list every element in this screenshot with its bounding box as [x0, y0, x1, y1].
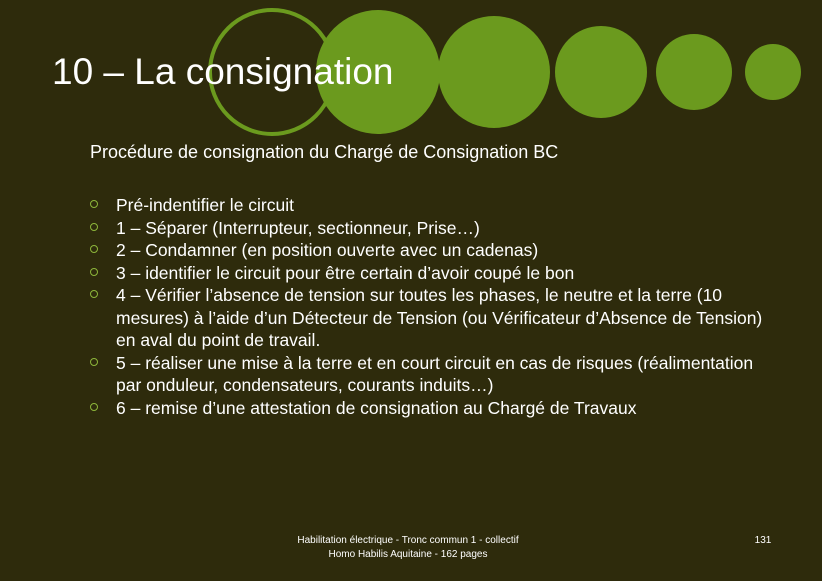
bullet-text: 6 – remise d’une attestation de consignation au Chargé de Travaux: [116, 397, 637, 418]
filled-circle-decoration-3: [555, 26, 647, 118]
bullet-list: [90, 194, 770, 419]
bullet-text: Pré-indentifier le circuit: [116, 195, 294, 215]
filled-circle-decoration-2: [438, 16, 550, 128]
bullet-item: [90, 217, 770, 240]
circle-bullet-icon: [90, 200, 98, 208]
bullet-item: [90, 239, 770, 262]
bullet-text: 1 – Séparer (Interrupteur, sectionneur, Prise…): [116, 217, 480, 238]
circle-bullet-icon: [90, 403, 98, 411]
bullet-item: [90, 194, 770, 217]
circle-bullet-icon: [90, 223, 98, 231]
slide-title: 10 – La consignation: [52, 51, 394, 92]
bullet-text: 5 – réaliser une mise à la terre et en court circuit en cas de risques (réalimentation par onduleur, condensateurs, courants induits…): [116, 352, 754, 395]
bullet-item: [90, 262, 770, 285]
filled-circle-decoration-4: [656, 34, 732, 110]
circle-bullet-icon: [90, 268, 98, 276]
bullet-text: 4 – Vérifier l’absence de tension sur toutes les phases, le neutre et la terre (10 mesures) à l’aide d’un Détecteur de Tension (ou Vérificateur d’Absence de Tension) en aval du point de travail.: [116, 285, 763, 350]
circle-bullet-icon: [90, 290, 98, 298]
circle-bullet-icon: [90, 245, 98, 253]
slide-footer: [283, 534, 533, 561]
bullet-item: [90, 352, 770, 397]
filled-circle-decoration-5: [745, 44, 801, 100]
bullet-text: 3 – identifier le circuit pour être certain d’avoir coupé le bon: [116, 262, 575, 283]
page-number: 131: [754, 535, 772, 546]
footer-line-2: Homo Habilis Aquitaine - 162 pages: [328, 548, 488, 560]
slide-subtitle: Procédure de consignation du Chargé de Consignation BC: [90, 142, 559, 162]
circle-bullet-icon: [90, 358, 98, 366]
bullet-text: 2 – Condamner (en position ouverte avec un cadenas): [116, 240, 539, 260]
bullet-item: [90, 284, 770, 352]
bullet-item: [90, 397, 770, 420]
footer-line-1: Habilitation électrique - Tronc commun 1 - collectif: [297, 535, 519, 546]
